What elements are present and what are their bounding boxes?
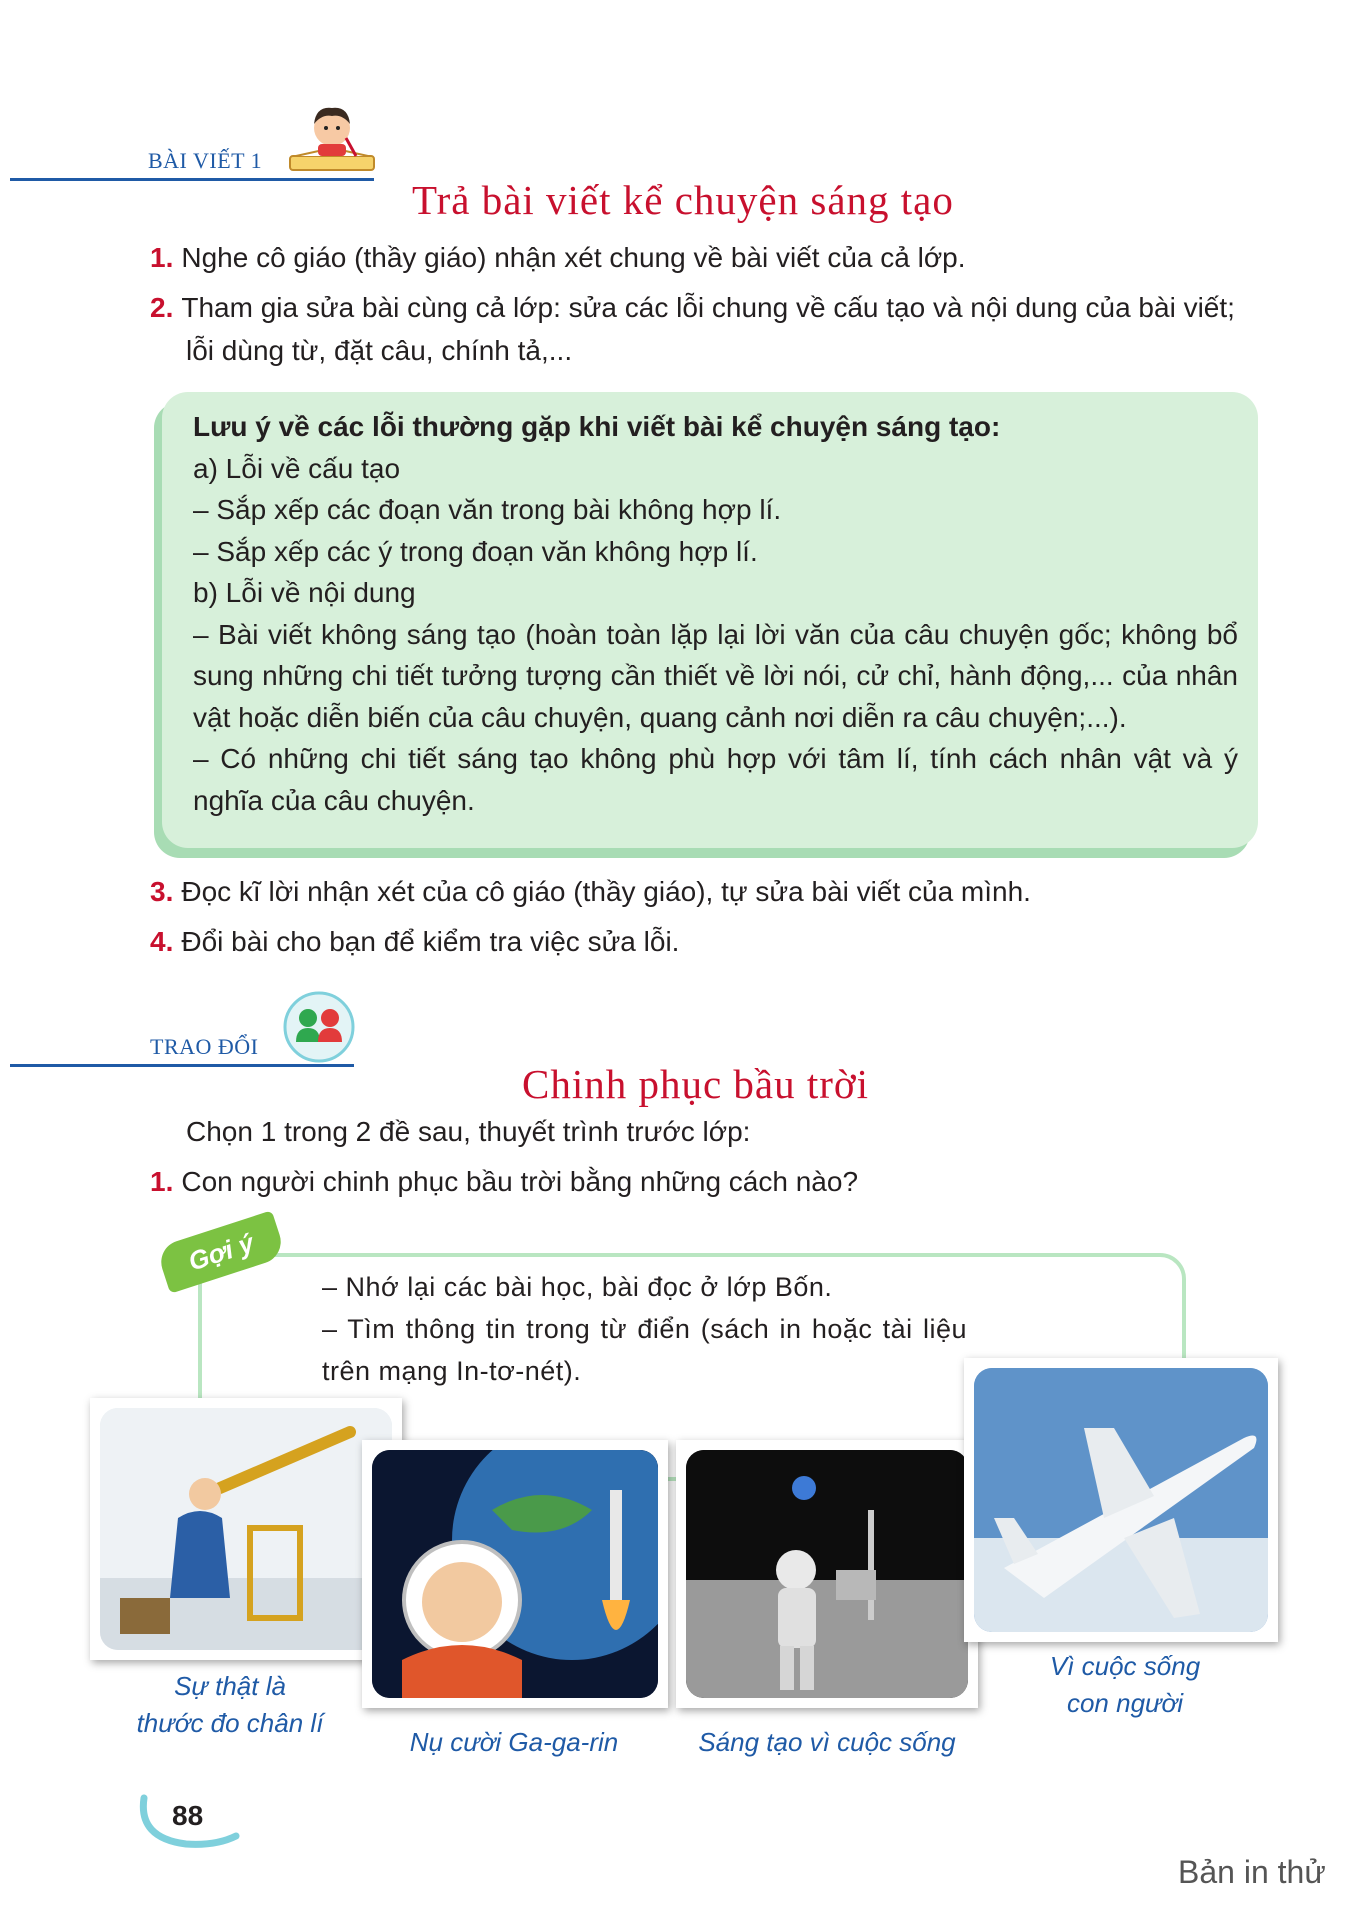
list-item bbox=[150, 870, 1031, 913]
item-number: 2. bbox=[150, 292, 174, 323]
note-content bbox=[193, 406, 1238, 821]
draft-label: Bản in thử bbox=[1178, 1854, 1326, 1890]
caption-moon: Sáng tạo vì cuộc sống bbox=[698, 1727, 956, 1757]
caption-line: con người bbox=[1066, 1688, 1184, 1718]
page-number: 88 bbox=[172, 1800, 204, 1831]
caption-line: thước đo chân lí bbox=[136, 1708, 324, 1738]
note-line: a) Lỗi về cấu tạo bbox=[193, 452, 401, 484]
item-number: 1. bbox=[150, 242, 174, 273]
item-number: 4. bbox=[150, 926, 174, 957]
item-number: 3. bbox=[150, 876, 174, 907]
item-text: Đọc kĩ lời nhận xét của cô giáo (thầy giáo), tự sửa bài viết của mình. bbox=[181, 876, 1031, 907]
note-paragraph: – Có những chi tiết sáng tạo không phù hợp với tâm lí, tính cách nhân vật và ý nghĩa của câu chuyện. bbox=[193, 743, 1238, 816]
topic-title: Chinh phục bầu trời bbox=[522, 1061, 869, 1107]
note-line: – Sắp xếp các ý trong đoạn văn không hợp lí. bbox=[193, 535, 758, 567]
caption-line: Vì cuộc sống bbox=[1049, 1651, 1201, 1681]
photo-gagarin bbox=[362, 1440, 668, 1708]
section-label: TRAO ĐỔI bbox=[150, 1034, 259, 1059]
writing-child-icon bbox=[286, 98, 378, 180]
caption-galileo bbox=[120, 1668, 340, 1742]
list-item bbox=[150, 920, 679, 963]
item-text: Nghe cô giáo (thầy giáo) nhận xét chung về bài viết của cả lớp. bbox=[181, 242, 966, 273]
section-divider bbox=[10, 178, 374, 181]
item-text: Con người chinh phục bầu trời bằng những cách nào? bbox=[181, 1166, 859, 1197]
hint-line: – Tìm thông tin trong từ điển (sách in hoặc tài liệu trên mạng In-tơ-nét). bbox=[322, 1314, 967, 1386]
item-text: Tham gia sửa bài cùng cả lớp: sửa các lỗi chung về cấu tạo và nội dung của bài viết; lỗi dùng từ, đặt câu, chính tả,... bbox=[181, 292, 1235, 366]
item-text: Đổi bài cho bạn để kiểm tra việc sửa lỗi. bbox=[181, 926, 680, 957]
section-divider bbox=[10, 1064, 354, 1067]
photo-galileo-telescope bbox=[90, 1398, 402, 1660]
note-heading: Lưu ý về các lỗi thường gặp khi viết bài kể chuyện sáng tạo: bbox=[193, 411, 1001, 442]
hint-tab: Gợi ý bbox=[156, 1210, 287, 1293]
hint-line: – Nhớ lại các bài học, bài đọc ở lớp Bốn. bbox=[322, 1272, 833, 1302]
photo-moon-astronaut bbox=[676, 1440, 978, 1708]
list-item bbox=[150, 1160, 858, 1203]
caption-line: Sự thật là bbox=[174, 1671, 286, 1701]
photo-airplane bbox=[964, 1358, 1278, 1642]
note-paragraph: – Bài viết không sáng tạo (hoàn toàn lặp lại lời văn của câu chuyện gốc; không bổ sung những chi tiết tưởng tượng cần thiết về lời nói, cử chỉ, hành động,... của nhân vật hoặc diễn biến của câu chuyện, quang cảnh nơi diễn ra câu chuyện;...). bbox=[193, 618, 1238, 733]
intro-text: Chọn 1 trong 2 đề sau, thuyết trình trước lớp: bbox=[186, 1116, 751, 1147]
note-line: – Sắp xếp các đoạn văn trong bài không hợp lí. bbox=[193, 494, 782, 525]
note-line: b) Lỗi về nội dung bbox=[193, 577, 416, 608]
caption-gagarin: Nụ cười Ga-ga-rin bbox=[409, 1727, 619, 1757]
discussion-people-icon bbox=[282, 990, 356, 1064]
list-item bbox=[150, 236, 966, 279]
item-number: 1. bbox=[150, 1166, 174, 1197]
section-label: BÀI VIẾT 1 bbox=[148, 148, 263, 173]
lesson-title: Trả bài viết kể chuyện sáng tạo bbox=[412, 177, 954, 223]
hint-content bbox=[322, 1266, 967, 1392]
caption-airplane bbox=[1020, 1648, 1230, 1722]
list-item bbox=[150, 286, 1250, 372]
